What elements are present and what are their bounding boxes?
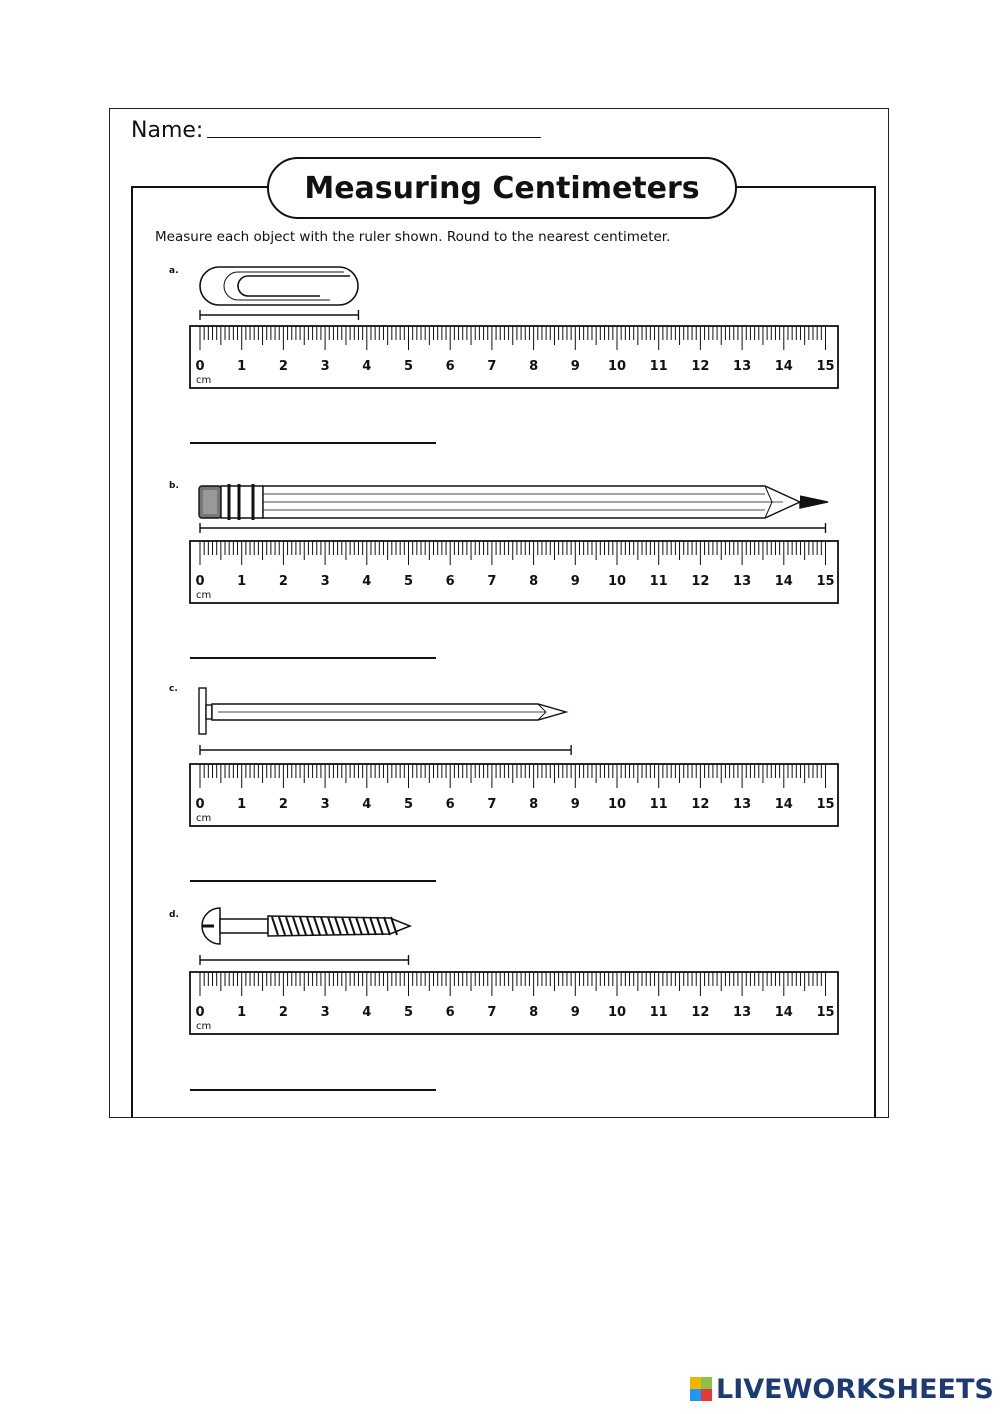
ruler-number: 15	[816, 797, 835, 812]
ruler-number: 6	[445, 574, 455, 589]
ruler	[190, 326, 838, 388]
ruler-number: 1	[237, 1005, 247, 1020]
ruler-number: 14	[774, 797, 793, 812]
ruler-number: 6	[445, 797, 455, 812]
ruler-number: 6	[445, 1005, 455, 1020]
liveworksheets-mark-icon	[690, 1377, 712, 1401]
ruler-number: 14	[774, 1005, 793, 1020]
worksheet-title-text: Measuring Centimeters	[304, 170, 700, 206]
ruler-number: 1	[237, 574, 247, 589]
screw-icon	[202, 908, 410, 944]
ruler-number: 0	[195, 1005, 205, 1020]
ruler-number: 8	[529, 359, 539, 374]
ruler-number: 2	[278, 574, 288, 589]
ruler-unit-label: cm	[196, 590, 212, 601]
ruler-number: 10	[607, 797, 627, 812]
ruler-number: 0	[195, 574, 205, 589]
ruler-unit-label: cm	[196, 1021, 212, 1032]
ruler-number: 0	[195, 359, 205, 374]
ruler-number: 9	[570, 797, 580, 812]
ruler-number: 7	[487, 1005, 497, 1020]
brand-name: LIVEWORKSHEETS	[716, 1373, 994, 1405]
ruler-number: 10	[607, 1005, 627, 1020]
ruler-number: 8	[529, 797, 539, 812]
ruler-number: 4	[362, 574, 372, 589]
ruler-number: 9	[570, 574, 580, 589]
measure-bracket	[200, 955, 409, 965]
measure-bracket	[200, 745, 571, 755]
ruler-number: 11	[649, 359, 668, 374]
ruler	[190, 764, 838, 826]
ruler-number: 2	[278, 1005, 288, 1020]
ruler-number: 9	[570, 1005, 580, 1020]
ruler-number: 11	[649, 1005, 668, 1020]
measure-bracket	[200, 523, 826, 533]
ruler-unit-label: cm	[196, 813, 212, 824]
instructions-text: Measure each object with the ruler shown. Round to the nearest centimeter.	[155, 229, 671, 245]
ruler-number: 7	[487, 797, 497, 812]
ruler-number: 4	[362, 359, 372, 374]
ruler-number: 4	[362, 1005, 372, 1020]
ruler	[190, 541, 838, 603]
ruler-number: 15	[816, 1005, 835, 1020]
ruler-number: 1	[237, 359, 247, 374]
ruler-unit-label: cm	[196, 375, 212, 386]
measure-bracket	[200, 310, 358, 320]
ruler-number: 5	[403, 359, 414, 374]
ruler-number: 5	[403, 574, 414, 589]
ruler-number: 4	[362, 797, 372, 812]
ruler-number: 8	[529, 1005, 539, 1020]
ruler-number: 5	[403, 797, 414, 812]
liveworksheets-logo	[690, 1372, 994, 1406]
item-d-letter: d.	[169, 910, 179, 920]
name-label: Name:	[131, 118, 204, 143]
ruler-number: 9	[570, 359, 580, 374]
item-a-letter: a.	[169, 266, 179, 276]
paper-clip-icon	[200, 267, 358, 305]
ruler-number: 3	[320, 359, 330, 374]
measurement-brackets	[200, 310, 826, 965]
ruler-number: 3	[320, 574, 330, 589]
ruler-number: 15	[816, 359, 835, 374]
ruler-number: 12	[691, 359, 710, 374]
ruler-number: 10	[607, 359, 627, 374]
ruler-number: 0	[195, 797, 205, 812]
ruler-number: 13	[733, 797, 752, 812]
item-c-letter: c.	[169, 684, 178, 694]
ruler-number: 13	[733, 359, 752, 374]
ruler-number: 8	[529, 574, 539, 589]
ruler-number: 13	[733, 1005, 752, 1020]
ruler-number: 7	[487, 359, 497, 374]
ruler-number: 5	[403, 1005, 414, 1020]
ruler-number: 10	[607, 574, 627, 589]
ruler-number: 15	[816, 574, 835, 589]
ruler-number: 7	[487, 574, 497, 589]
ruler	[190, 972, 838, 1034]
ruler-number: 6	[445, 359, 455, 374]
ruler-number: 12	[691, 1005, 710, 1020]
pencil-icon	[199, 484, 828, 520]
ruler-number: 2	[278, 359, 288, 374]
ruler-number: 11	[649, 797, 668, 812]
nail-icon	[199, 688, 566, 734]
ruler-number: 14	[774, 574, 793, 589]
item-b-letter: b.	[169, 481, 179, 491]
ruler-number: 12	[691, 574, 710, 589]
ruler-number: 13	[733, 574, 752, 589]
ruler-number: 3	[320, 1005, 330, 1020]
ruler-number: 12	[691, 797, 710, 812]
ruler-number: 2	[278, 797, 288, 812]
ruler-number: 1	[237, 797, 247, 812]
ruler-number: 3	[320, 797, 330, 812]
ruler-number: 11	[649, 574, 668, 589]
ruler-number: 14	[774, 359, 793, 374]
